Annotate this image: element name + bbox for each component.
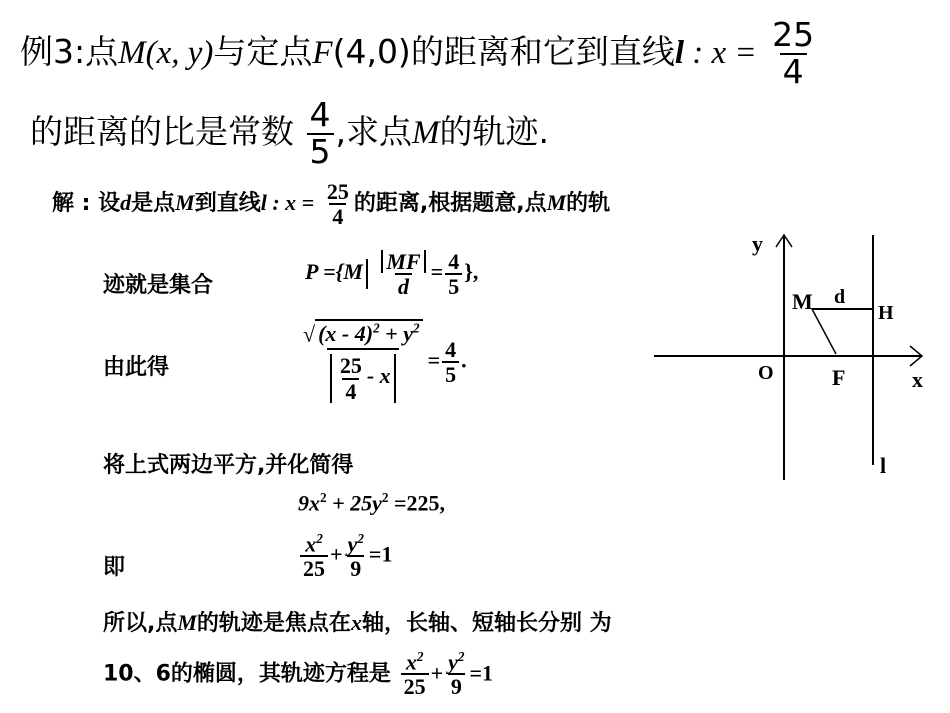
solution-text: 轴，长轴、短轴长分别 为	[361, 611, 612, 636]
exponent: 2	[457, 649, 465, 664]
var-x: x	[305, 531, 317, 557]
solution-text: 10、6的椭圆，其轨迹方程是	[103, 661, 391, 687]
period: .	[461, 347, 467, 373]
line-l: l	[260, 190, 267, 216]
fraction-numerator: 25	[326, 179, 349, 204]
fraction-denominator: 25	[300, 555, 328, 580]
problem-text: 的距离的比是常数	[30, 112, 294, 152]
solution-line-4: 将上式两边平方,并化简得	[103, 453, 354, 478]
ratio-expression	[298, 322, 467, 403]
line-l: l	[674, 35, 684, 72]
ellipse-equation	[298, 532, 392, 581]
set-p: P ={M	[305, 259, 363, 285]
point-f: F	[312, 35, 333, 72]
fraction-denominator: 4	[329, 203, 346, 228]
fraction-25-4	[769, 15, 817, 91]
fraction-25-4	[337, 354, 365, 402]
origin-label: O	[758, 362, 774, 384]
line-equation: : x =	[683, 35, 757, 72]
problem-text: 的距离和它到直线	[410, 32, 675, 72]
segment-mf	[812, 309, 836, 354]
fraction-mf-d	[378, 250, 428, 298]
fraction-4-5	[445, 250, 462, 298]
fraction-denominator: 4	[780, 53, 807, 90]
solution-line-1	[52, 180, 610, 228]
var-d: d	[120, 190, 132, 216]
fraction-4-5	[442, 338, 459, 386]
fraction-denominator: 5	[442, 361, 459, 386]
solution-text: 的轨迹是焦点在	[196, 611, 351, 636]
sqrt-numerator: √ $(x - 4)^2 + y^2$	[300, 322, 426, 348]
x-axis-label: x	[912, 367, 923, 392]
fraction-denominator: d	[395, 273, 412, 298]
plus-sign: +	[430, 660, 444, 686]
fraction-x2-25	[300, 532, 328, 581]
fraction-y2-9	[345, 532, 367, 581]
equals-one: =1	[368, 541, 393, 567]
solution-line-7	[103, 606, 612, 637]
exponent: 2	[381, 490, 389, 505]
solution-text: 到直线	[194, 191, 261, 217]
set-p-expression	[305, 250, 478, 298]
fraction-denominator: 5	[307, 133, 334, 170]
solution-text: 解 : 设	[52, 191, 121, 217]
solution-line-3-label: 由此得	[103, 355, 170, 380]
solution-text: 的距离,根据题意,点	[353, 191, 547, 217]
abs-denominator	[327, 348, 399, 402]
fraction-y2-9	[445, 650, 467, 699]
solution-text: 所以,点	[103, 611, 178, 636]
fraction-numerator: 25	[772, 15, 815, 54]
solution-text: 的轨	[566, 191, 611, 217]
line-equation: : x =	[266, 190, 315, 216]
problem-line-2	[30, 95, 549, 171]
fraction-numerator: 4	[448, 249, 460, 274]
solution-line-2-label: 迹就是集合	[103, 273, 214, 298]
exponent: 2	[357, 531, 364, 546]
point-m: M	[412, 115, 440, 152]
equals-sign: =	[430, 259, 444, 285]
var-y: y	[448, 649, 458, 675]
problem-text: 例3:点	[20, 32, 119, 72]
y-axis-label: y	[752, 231, 763, 256]
sqrt-body	[315, 319, 422, 346]
point-f-label: F	[832, 365, 846, 390]
exponent: 2	[316, 531, 323, 546]
problem-text: 与定点	[213, 32, 313, 72]
exponent: 2	[416, 649, 424, 664]
fraction-sqrt-over-abs	[300, 322, 426, 403]
coordinate-figure	[640, 225, 940, 485]
exponent: 2	[320, 490, 327, 505]
fraction-x2-25	[401, 650, 429, 699]
exponent: 2	[373, 321, 380, 336]
squared-equation	[298, 490, 445, 516]
point-h-label: H	[878, 302, 894, 324]
var-x: x	[405, 649, 417, 675]
abs-mf: MF	[381, 250, 425, 273]
fraction-denominator: 4	[342, 378, 359, 403]
point-m: M	[175, 190, 195, 216]
solution-text: 是点	[131, 191, 176, 217]
fraction-denominator: 9	[448, 673, 465, 698]
distance-d-label: d	[834, 286, 846, 308]
coords-xy: (x, y)	[145, 35, 214, 72]
problem-text: ,求点	[335, 112, 412, 152]
fraction-numerator: 4	[445, 337, 457, 363]
coords-f: (4,0)	[332, 32, 411, 72]
fraction-numerator: 4	[309, 95, 331, 134]
fraction-denominator: 9	[347, 555, 364, 580]
point-m: M	[177, 610, 197, 635]
point-m-label: M	[792, 289, 813, 314]
equation-term: + 25y	[326, 490, 382, 516]
sqrt-term: (x - 4)	[318, 321, 374, 347]
point-m: M	[546, 190, 567, 216]
solution-line-6-label: 即	[103, 555, 126, 580]
solution-line-8	[103, 650, 493, 699]
sqrt-term: + y	[379, 321, 413, 347]
set-close: },	[464, 259, 479, 285]
fraction-denominator: 25	[401, 673, 429, 698]
plus-sign: +	[330, 541, 343, 567]
equation-term: 9x	[298, 490, 320, 516]
exponent: 2	[412, 321, 420, 336]
equals-sign: =	[427, 347, 441, 373]
equals-one: =1	[469, 660, 494, 686]
line-l-label: l	[880, 453, 887, 478]
problem-line-1	[20, 15, 819, 91]
var-y: y	[347, 531, 358, 557]
point-m: M	[118, 35, 146, 72]
problem-text: 的轨迹.	[439, 112, 549, 152]
fraction-numerator: 25	[339, 353, 362, 379]
equation-term: =225,	[388, 490, 446, 516]
fraction-25-4	[324, 180, 352, 228]
minus-x: - x	[366, 363, 391, 389]
fraction-denominator: 5	[445, 273, 462, 298]
fraction-4-5	[307, 95, 334, 171]
condition-bar	[366, 259, 368, 289]
var-x: x	[350, 610, 362, 635]
